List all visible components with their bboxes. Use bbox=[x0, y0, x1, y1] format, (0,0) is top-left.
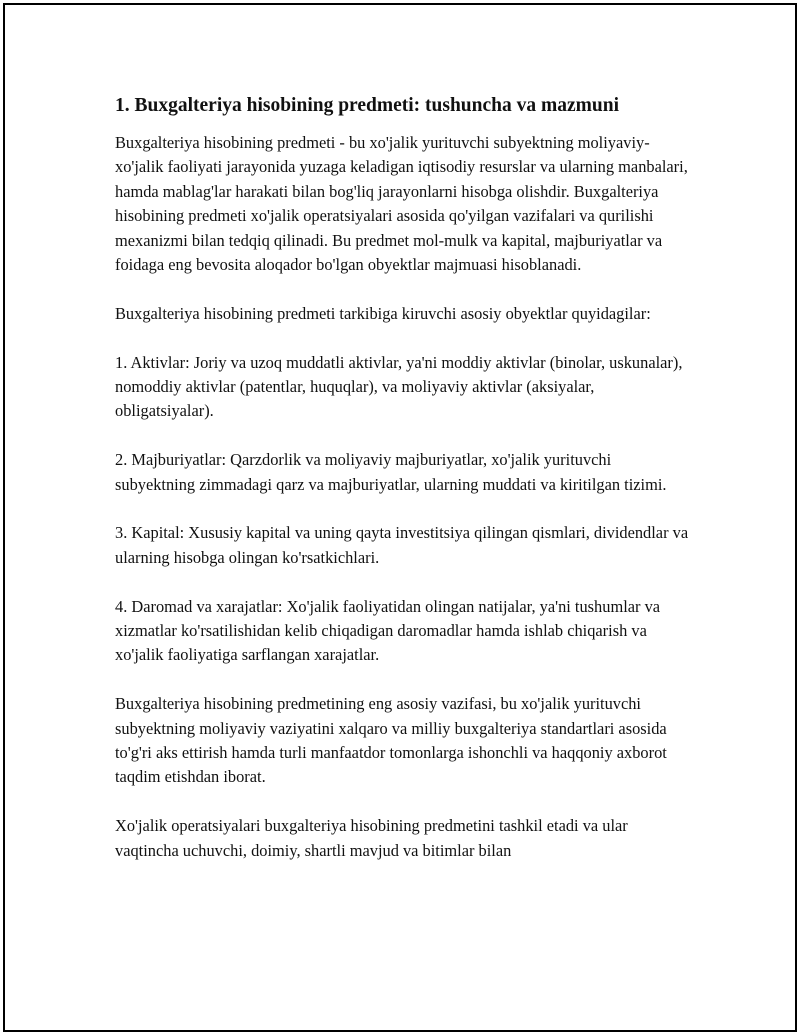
list-item-income-expenses: 4. Daromad va xarajatlar: Xo'jalik faoliyatidan olingan natijalar, ya'ni tushumlar va xizmatlar ko'rsatilishidan kelib chiqadigan daromadlar hamda ishlab chiqarish va xo'jalik faoliyatiga sarflangan xarajatlar. bbox=[115, 596, 661, 665]
paragraph-main-task: Buxgalteriya hisobining predmetining eng asosiy vazifasi, bu xo'jalik yurituvchi subyektning moliyaviy vaziyatini xalqaro va milliy buxgalteriya standartlari asosida to'g'ri aks ettirish hamda turli manfaatdor tomonlarga ishonchli va haqqoniy axborot taqdim etishdan iborat. bbox=[115, 694, 667, 787]
paragraph-operations: Xo'jalik operatsiyalari buxgalteriya hisobining predmetini tashkil etadi va ular vaqtincha uchuvchi, doimiy, shartli mavjud va bitimlar bilan bbox=[115, 816, 628, 860]
page-title: 1. Buxgalteriya hisobining predmeti: tushuncha va mazmuni bbox=[115, 95, 620, 116]
list-item-capital: 3. Kapital: Xususiy kapital va uning qayta investitsiya qilingan qismlari, dividendlar va ularning hisobga olingan ko'rsatkichlari. bbox=[115, 523, 689, 567]
list-item-assets: 1. Aktivlar: Joriy va uzoq muddatli aktivlar, ya'ni moddiy aktivlar (binolar, uskunalar), nomoddiy aktivlar (patentlar, huquqlar), va moliyaviy aktivlar (aksiyalar, obligatsiyalar). bbox=[115, 352, 683, 421]
paragraph-intro: Buxgalteriya hisobining predmeti - bu xo'jalik yurituvchi subyektning moliyaviy-xo'jalik faoliyati jarayonida yuzaga keladigan iqtisodiy resurslar va ularning manbalari, hamda mablag'lar harakati bilan bog'liq jarayonlarni hisobga olishdir. Buxgalteriya hisobining predmeti xo'jalik operatsiyalari asosida qo'yilgan vazifalari va qurilishi mexanizmi bilan tedqiq qilinadi. Bu predmet mol-mulk va kapital, majburiyatlar va foidaga eng bevosita aloqador bo'lgan obyektlar majmuasi hisoblanadi. bbox=[115, 133, 688, 275]
paragraph-objects-heading: Buxgalteriya hisobining predmeti tarkibiga kiruvchi asosiy obyektlar quyidagilar: bbox=[115, 303, 651, 323]
list-item-liabilities: 2. Majburiyatlar: Qarzdorlik va moliyaviy majburiyatlar, xo'jalik yurituvchi subyektning zimmadagi qarz va majburiyatlar, ularning muddati va kiritilgan tizimi. bbox=[115, 450, 667, 494]
document-body bbox=[115, 92, 695, 887]
